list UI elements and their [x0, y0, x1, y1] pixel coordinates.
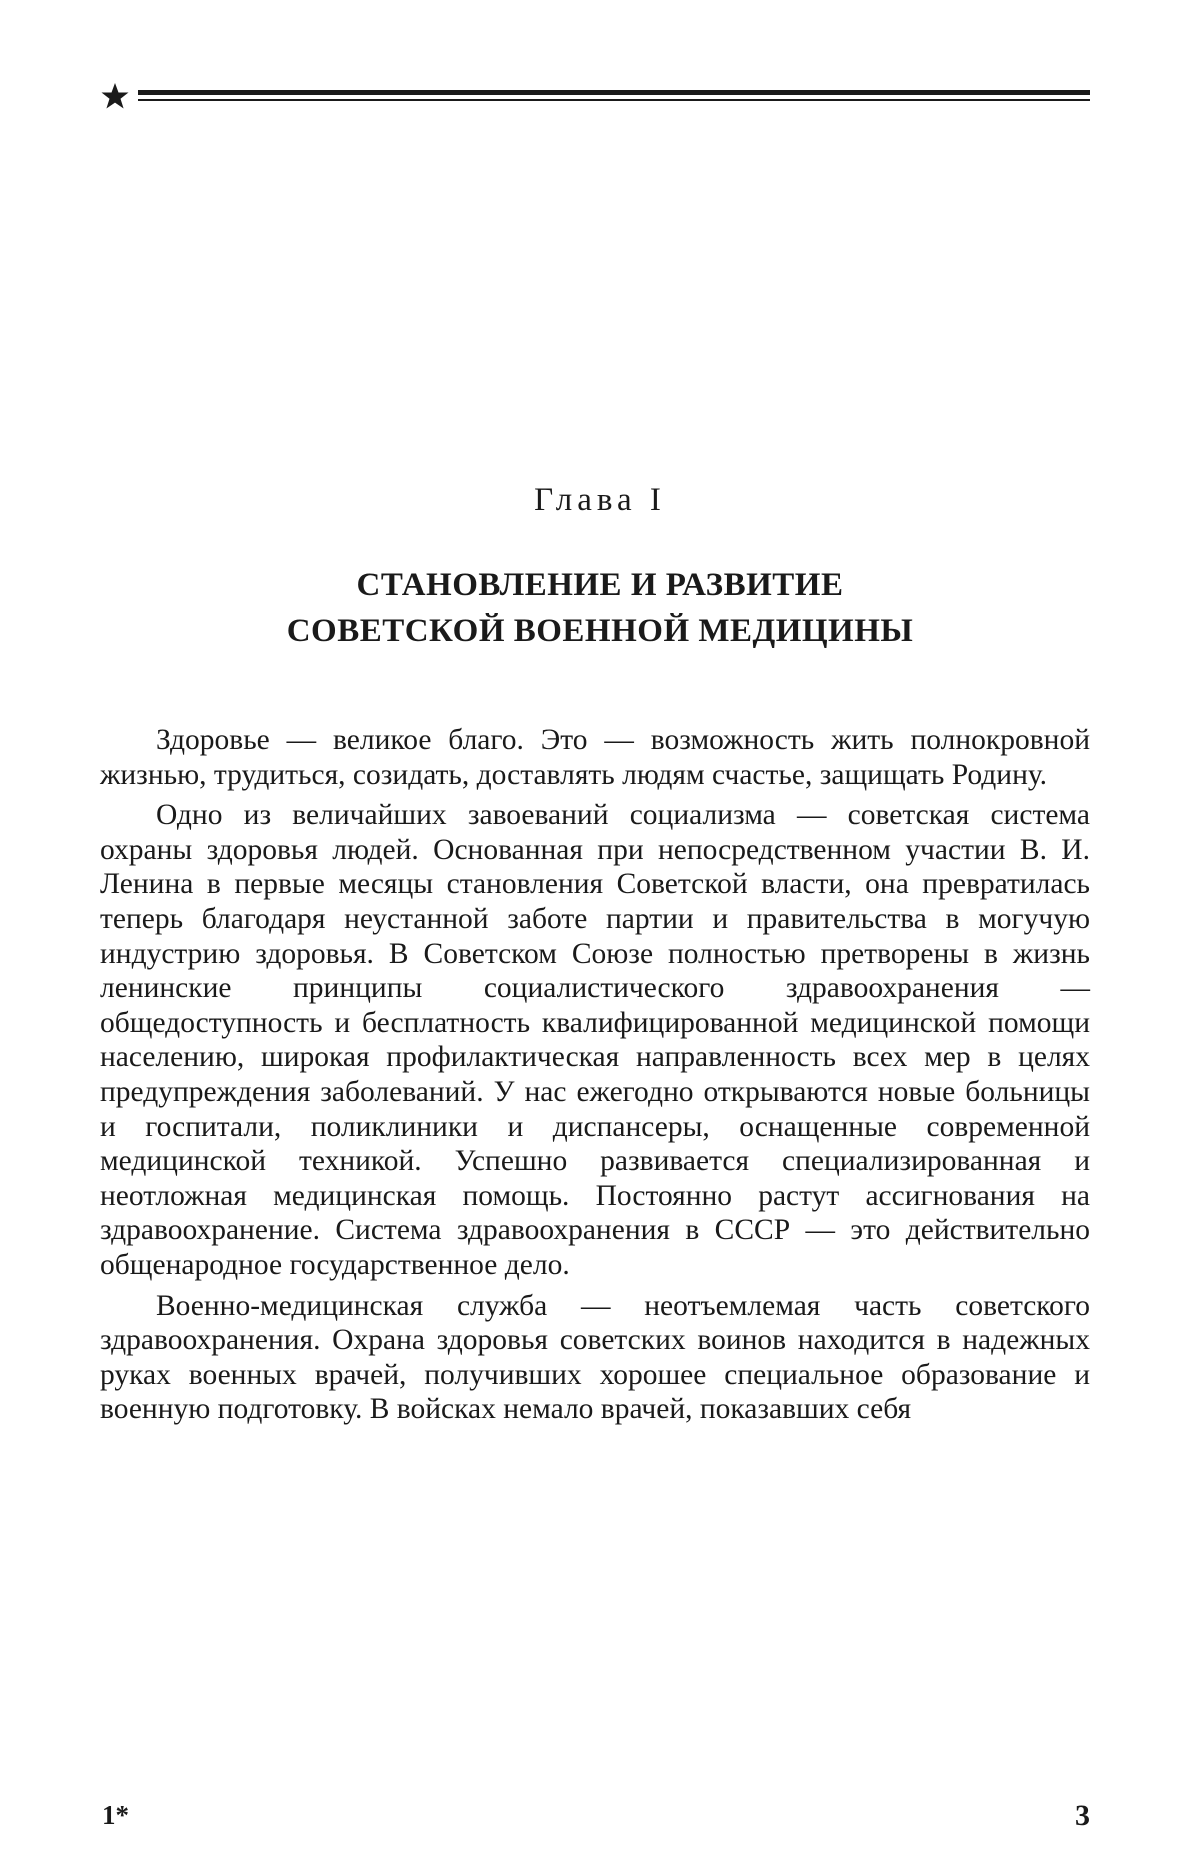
chapter-title: [0, 562, 1200, 654]
paragraph-3: Военно-медицинская служба — неотъемлемая часть советского здравоохранения. Охрана здоровья советских воинов находится в надежных руках военных врачей, получивших хорошее специальное образование и военную подготовку. В войсках немало врачей, показавших себя: [100, 1289, 1090, 1426]
paragraph-1: Здоровье — великое благо. Это — возможность жить полнокровной жизнью, трудиться, созидать, доставлять людям счастье, защищать Родину.: [100, 724, 1090, 791]
paragraph-2: Одно из величайших завоеваний социализма — советская система охраны здоровья людей. Основанная при непосредственном участии В. И. Ленина в первые месяцы становления Советской власти, она превратилась теперь благодаря неустанной заботе партии и правительства в могучую индустрию здоровья. В Советском Союзе полностью претворены в жизнь ленинские принципы социалистического здравоохранения — общедоступность и бесплатность квалифицированной медицинской помощи населению, широкая профилактическая направленность всех мер в целях предупреждения заболеваний. У нас ежегодно открываются новые больницы и госпитали, поликлиники и диспансеры, оснащенные современной медицинской техникой. Успешно развивается специализированная и неотложная медицинская помощь. Постоянно растут ассигнования на здравоохранение. Система здравоохранения в СССР — это действительно общенародное государственное дело.: [100, 799, 1090, 1281]
page-number: 3: [1075, 1799, 1090, 1832]
chapter-title-line-1: СТАНОВЛЕНИЕ И РАЗВИТИЕ: [356, 567, 844, 603]
chapter-label: Глава I: [534, 482, 666, 518]
chapter-title-line-2: СОВЕТСКОЙ ВОЕННОЙ МЕДИЦИНЫ: [286, 613, 914, 649]
header-double-line: [138, 88, 1090, 104]
star-icon: [100, 82, 130, 110]
signature-mark: 1*: [102, 1800, 129, 1830]
header-rule: [100, 82, 1090, 110]
body-text: [100, 723, 1090, 1427]
